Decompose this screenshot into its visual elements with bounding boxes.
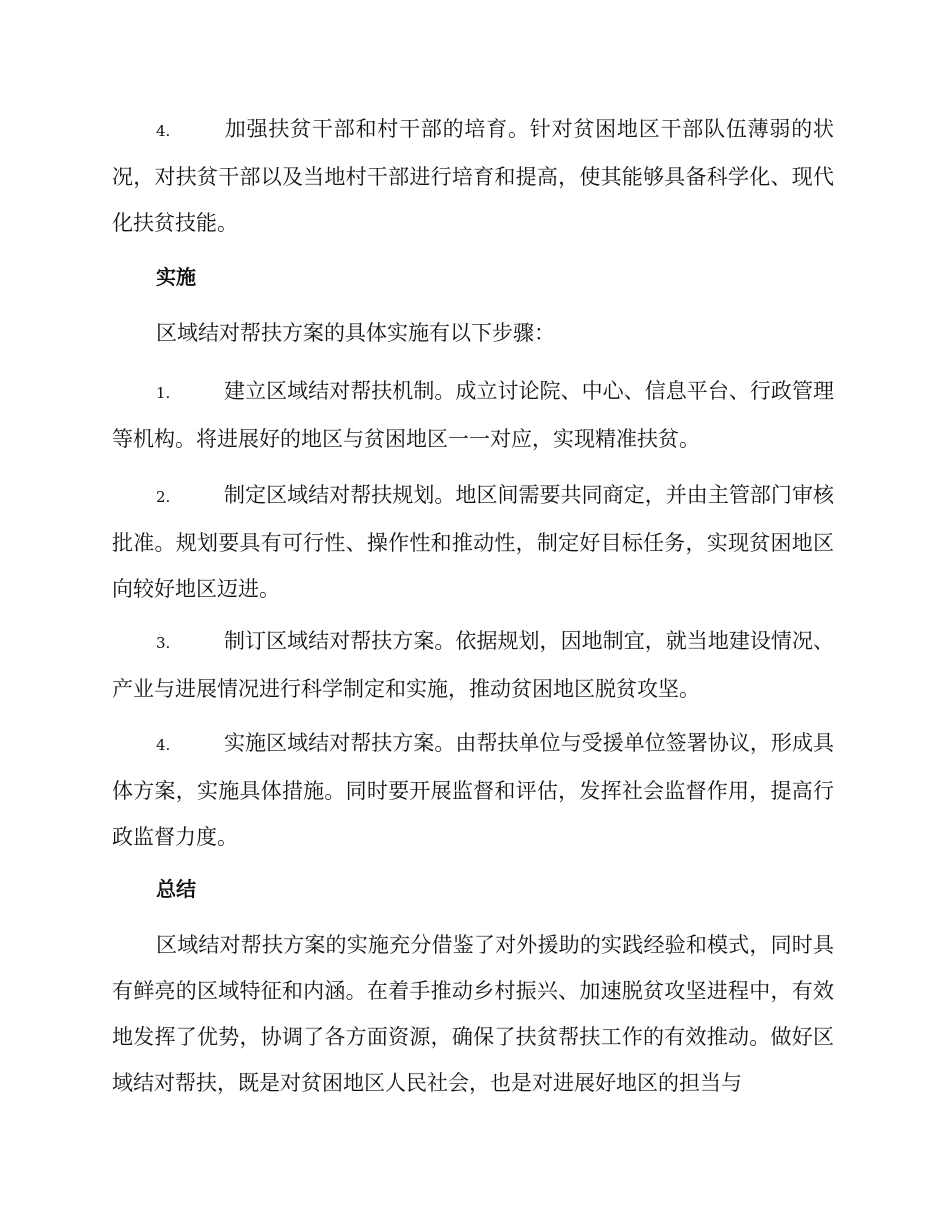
implementation-intro: 区域结对帮扶方案的具体实施有以下步骤：: [156, 321, 555, 345]
list-item-text: 实施区域结对帮扶方案。由帮扶单位与受援单位签署协议，形成具体方案，实施具体措施。同时要开展监督和评估，发挥社会监督作用，提高行政监督力度。: [112, 731, 834, 849]
section-heading-summary: 总结: [156, 877, 196, 901]
step-item-3: [112, 618, 834, 712]
list-item-text: 制定区域结对帮扶规划。地区间需要共同商定，并由主管部门审核批准。规划要具有可行性、操作性和推动性，制定好目标任务，实现贫困地区向较好地区迈进。: [112, 483, 834, 601]
list-number: 4.: [156, 736, 171, 754]
step-item-1: [112, 368, 834, 462]
summary-paragraph: 区域结对帮扶方案的实施充分借鉴了对外援助的实践经验和模式，同时具有鲜亮的区域特征和内涵。在着手推动乡村振兴、加速脱贫攻坚进程中，有效地发挥了优势，协调了各方面资源，确保了扶贫帮扶工作的有效推动。做好区域结对帮扶，既是对贫困地区人民社会，也是对进展好地区的担当与: [112, 933, 834, 1095]
list-number: 4.: [156, 122, 171, 140]
list-item-text: 建立区域结对帮扶机制。成立讨论院、中心、信息平台、行政管理等机构。将进展好的地区与贫困地区一一对应，实现精准扶贫。: [112, 379, 834, 451]
list-number: 3.: [156, 634, 171, 652]
list-number: 2.: [156, 488, 171, 506]
step-item-2: [112, 472, 834, 612]
section-heading-implementation: 实施: [156, 265, 196, 289]
list-item-text: 制订区域结对帮扶方案。依据规划，因地制宜，就当地建设情况、产业与进展情况进行科学制定和实施，推动贫困地区脱贫攻坚。: [112, 629, 834, 701]
list-item-text: 加强扶贫干部和村干部的培育。针对贫困地区干部队伍薄弱的状况，对扶贫干部以及当地村干部进行培育和提高，使其能够具备科学化、现代化扶贫技能。: [112, 117, 834, 235]
list-number: 1.: [156, 384, 171, 402]
step-item-4: [112, 720, 834, 860]
list-item-4-training: [112, 106, 834, 246]
